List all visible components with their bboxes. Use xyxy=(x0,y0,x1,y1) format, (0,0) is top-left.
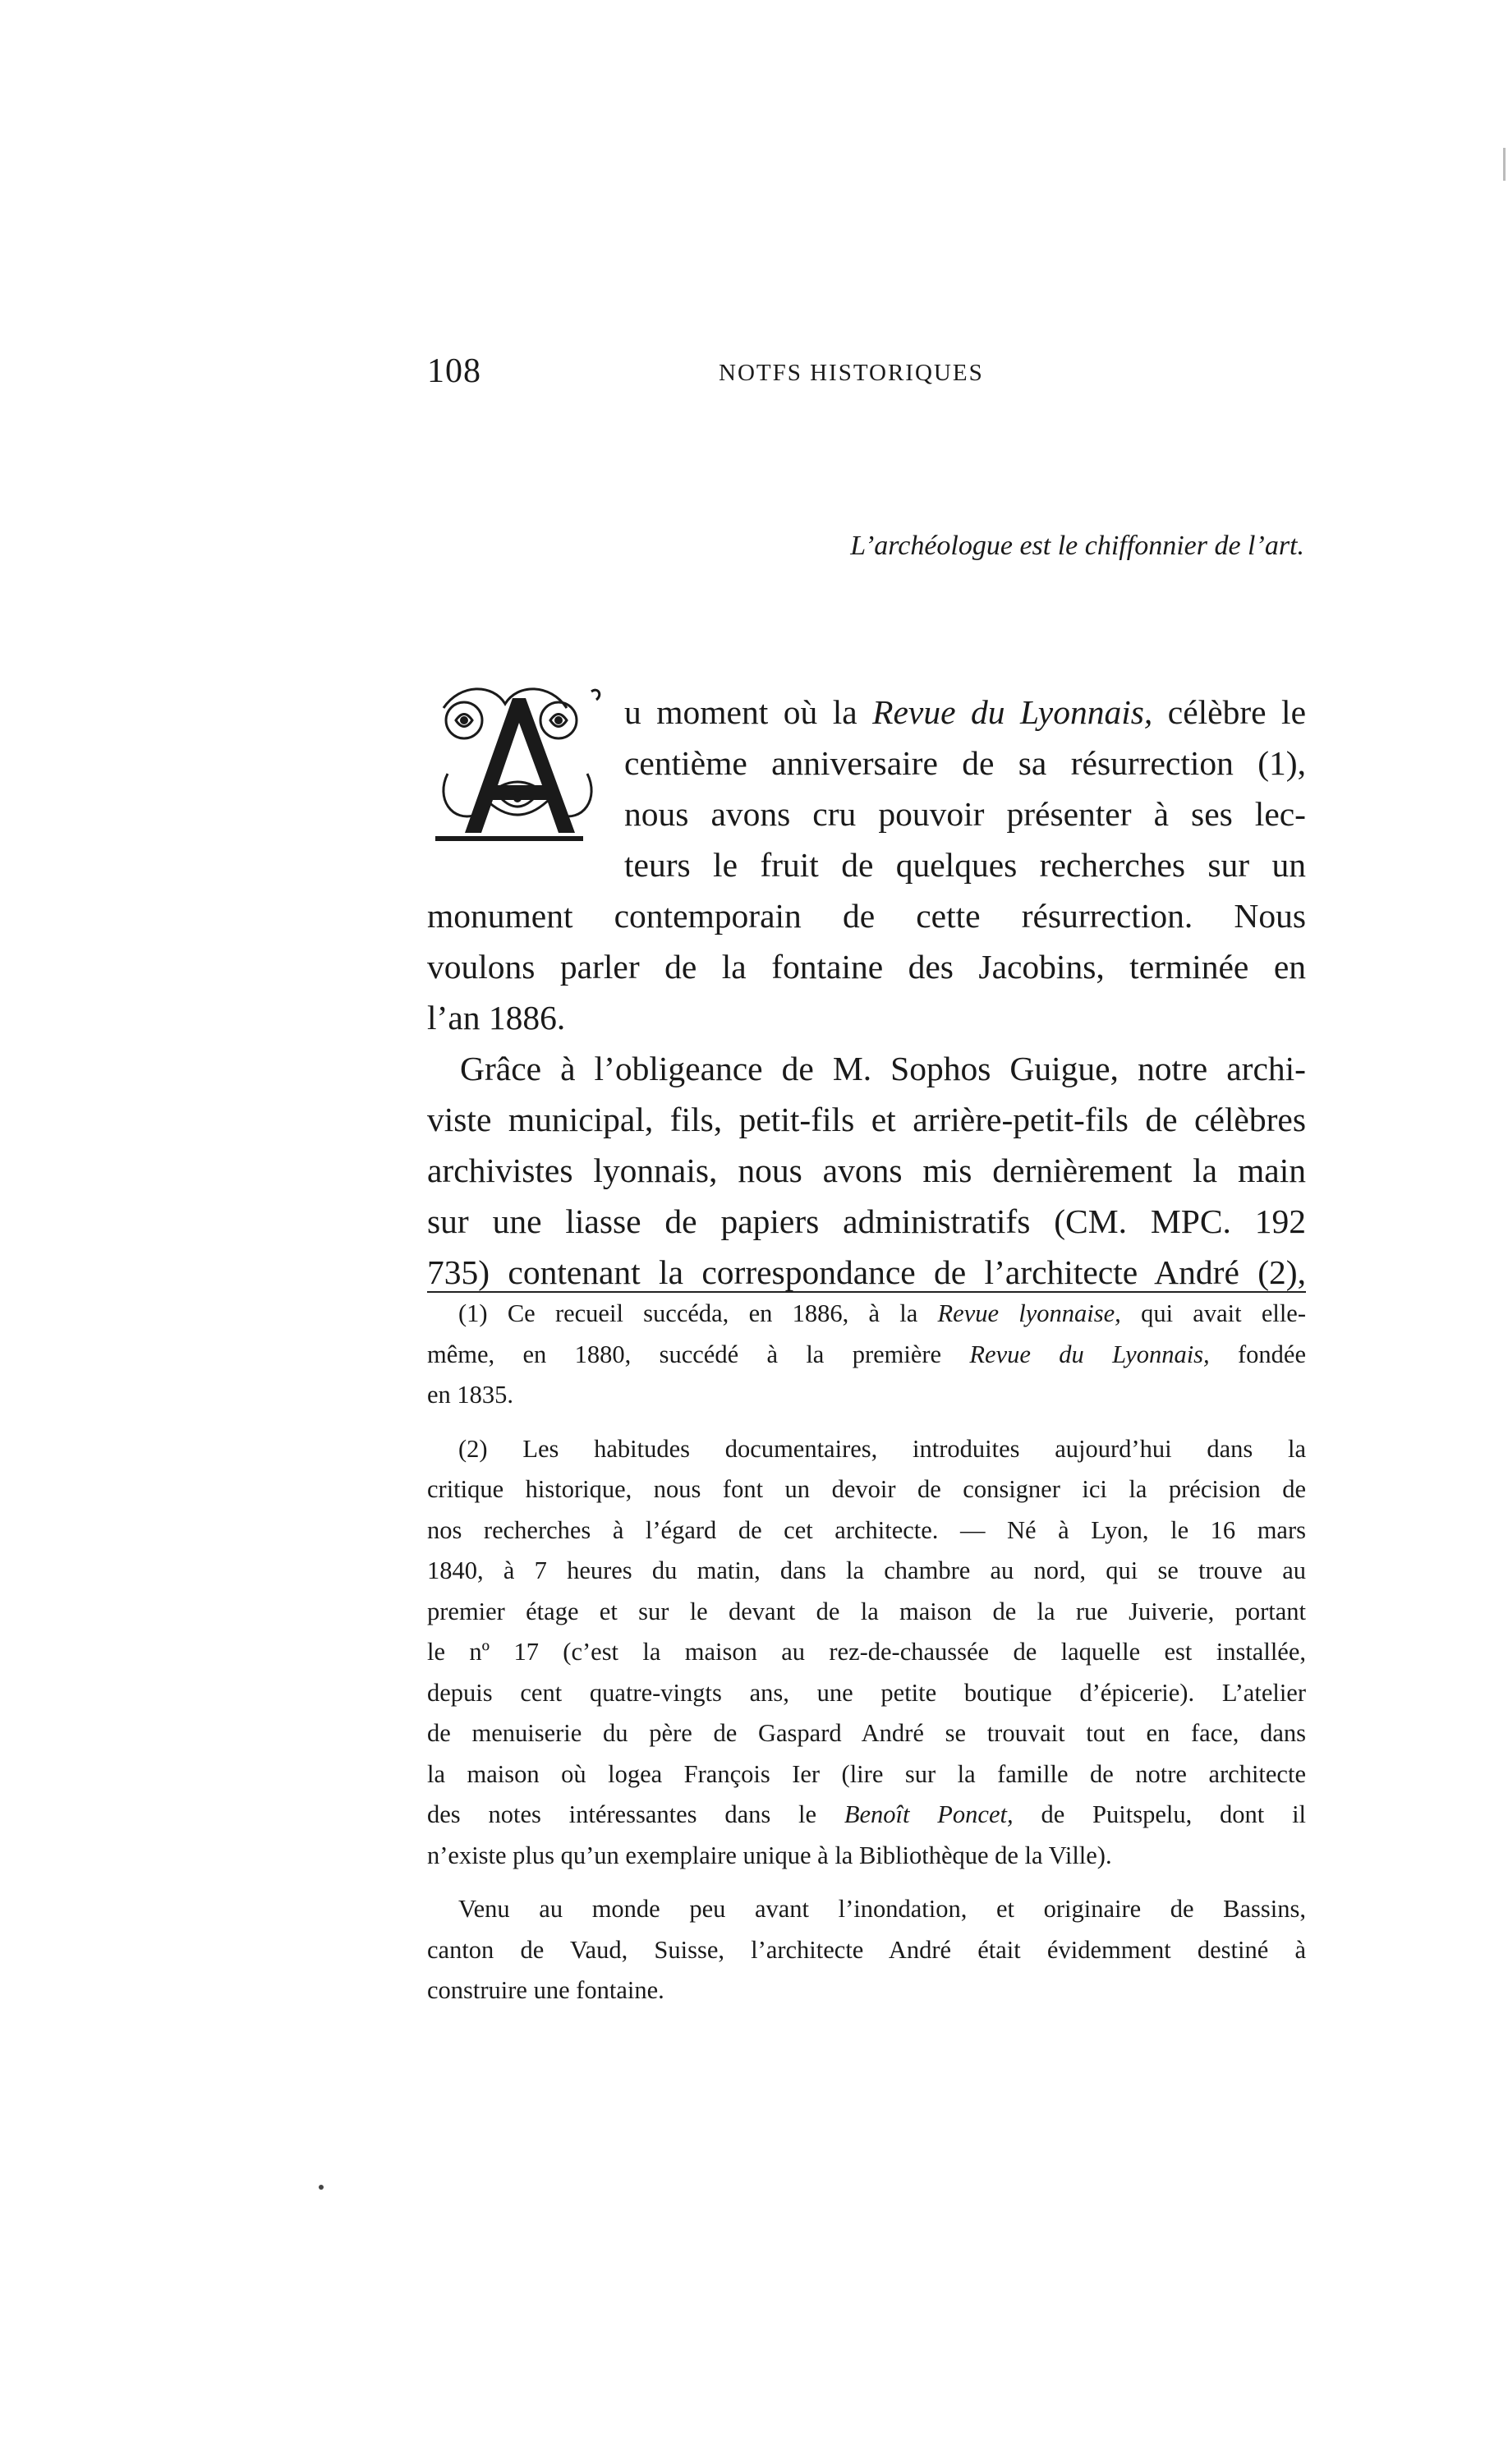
epigraph: L’archéologue est le chiffonnier de l’art. xyxy=(850,531,1304,561)
body-line: viste municipal, fils, petit-fils et arrière-petit-fils de célèbres xyxy=(427,1101,1306,1138)
body-line: teurs le fruit de quelques recherches sur un xyxy=(624,846,1306,884)
body-line: centième anniversaire de sa résurrection (1), xyxy=(624,744,1306,782)
paper-edge-mark xyxy=(1503,148,1506,181)
footnote-line: en 1835. xyxy=(427,1381,514,1409)
footnote-line: des notes intéressantes dans le Benoît Poncet, de Puitspelu, dont il xyxy=(427,1800,1307,1828)
footnote-line: depuis cent quatre-vingts ans, une petite boutique d’épicerie). L’atelier xyxy=(427,1678,1306,1707)
footnotes xyxy=(427,1294,1306,2025)
footnote-line: de menuiserie du père de Gaspard André se trouvait tout en face, dans xyxy=(427,1719,1306,1747)
footnote-line: (2) Les habitudes documentaires, introduites aujourd’hui dans la xyxy=(458,1434,1306,1463)
footnote-line: canton de Vaud, Suisse, l’architecte André était évidemment destiné à xyxy=(427,1935,1306,1964)
body-line: archivistes lyonnais, nous avons mis dernièrement la main xyxy=(427,1152,1306,1189)
body-line: voulons parler de la fontaine des Jacobins, terminée en xyxy=(427,948,1306,986)
body-line: u moment où la Revue du Lyonnais, célèbre le xyxy=(624,693,1306,731)
running-head xyxy=(427,352,1306,401)
footnote-line: critique historique, nous font un devoir de consigner ici la précision de xyxy=(427,1475,1306,1503)
footnote-line: premier étage et sur le devant de la maison de la rue Juiverie, portant xyxy=(427,1597,1306,1625)
body-line: nous avons cru pouvoir présenter à ses lec- xyxy=(624,795,1306,833)
body-line: sur une liasse de papiers administratifs (CM. MPC. 192 xyxy=(427,1202,1306,1240)
footnote-line: nos recherches à l’égard de cet architecte. — Né à Lyon, le 16 mars xyxy=(427,1515,1306,1544)
footnote-line: n’existe plus qu’un exemplaire unique à la Bibliothèque de la Ville). xyxy=(427,1841,1112,1869)
footnote-1 xyxy=(427,1294,1306,1416)
footnote-line: construire une fontaine. xyxy=(427,1976,664,2004)
ornamental-drop-cap xyxy=(427,675,606,854)
footnote-line: (1) Ce recueil succéda, en 1886, à la Revue lyonnaise, qui avait elle- xyxy=(458,1299,1306,1327)
body-text xyxy=(427,687,1306,1298)
body-line: l’an 1886. xyxy=(427,999,566,1037)
footnote-continuation xyxy=(427,1889,1306,2011)
journal-title: Revue du Lyonnais, xyxy=(872,693,1153,731)
body-line: Grâce à l’obligeance de M. Sophos Guigue, notre archi- xyxy=(460,1050,1306,1087)
footnote-line: le nº 17 (c’est la maison au rez-de-chaussée de laquelle est installée, xyxy=(427,1638,1306,1666)
footnote-line: Venu au monde peu avant l’inondation, et originaire de Bassins, xyxy=(458,1895,1306,1923)
footnote-line: même, en 1880, succédé à la première Revue du Lyonnais, fondée xyxy=(427,1340,1306,1368)
footnote-rule xyxy=(427,1291,1306,1293)
body-line: 735) contenant la correspondance de l’architecte André (2), xyxy=(427,1253,1306,1291)
footnote-2 xyxy=(427,1429,1306,1877)
footnote-line: la maison où logea François Ier (lire sur la famille de notre architecte xyxy=(427,1759,1306,1788)
running-title: NOTFS HISTORIQUES xyxy=(719,360,984,386)
body-line: monument contemporain de cette résurrection. Nous xyxy=(427,897,1306,935)
footnote-line: 1840, à 7 heures du matin, dans la chambre au nord, qui se trouve au xyxy=(427,1556,1306,1584)
page-number: 108 xyxy=(427,352,481,390)
paper-speck xyxy=(319,2185,324,2190)
